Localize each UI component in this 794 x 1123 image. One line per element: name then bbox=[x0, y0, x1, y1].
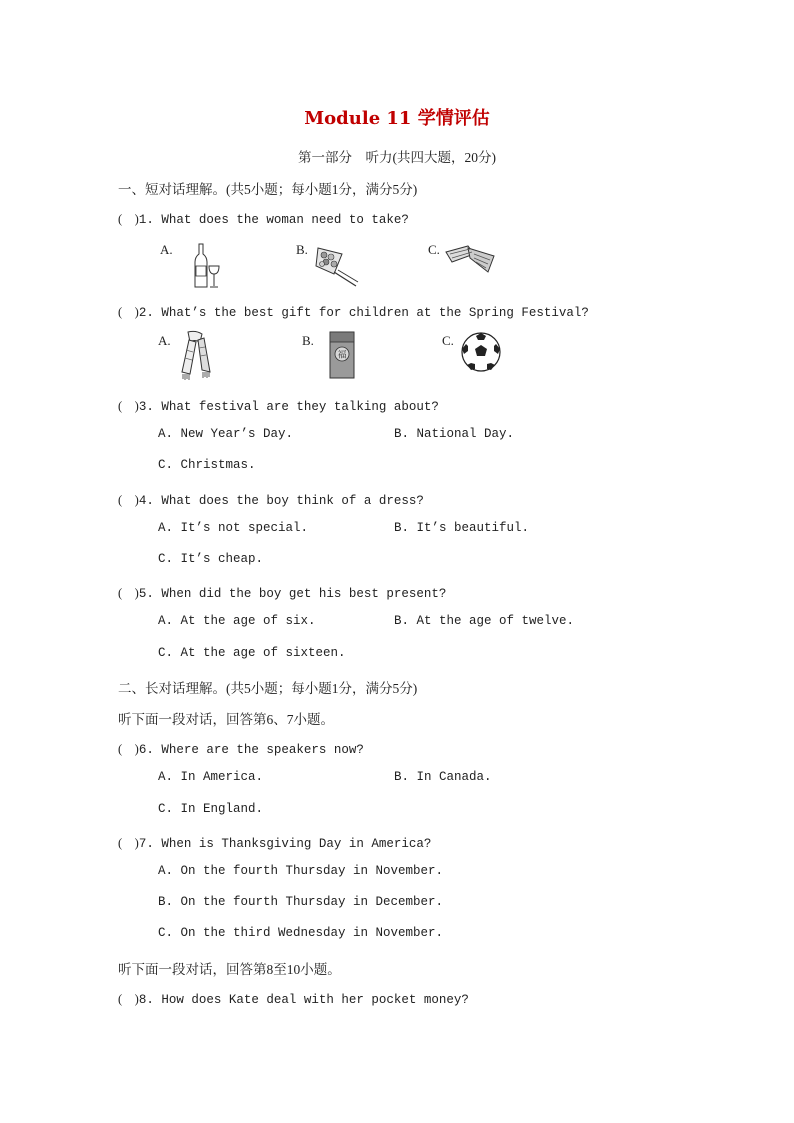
question-8 bbox=[118, 989, 469, 1007]
option-c: C. At the age of sixteen. bbox=[158, 646, 346, 660]
option-a: A. In America. bbox=[158, 770, 264, 784]
question-1 bbox=[118, 209, 409, 227]
option-a: A. At the age of six. bbox=[158, 614, 316, 628]
part-heading: 第一部分 听力(共四大题，20分) bbox=[298, 150, 496, 165]
option-label: C. bbox=[442, 333, 454, 348]
option-b: B. National Day. bbox=[394, 427, 515, 441]
instruction-note: 听下面一段对话，回答第8至10小题。 bbox=[118, 962, 341, 977]
question-stem: 6. Where are the speakers now? bbox=[138, 743, 364, 757]
option-label: A. bbox=[158, 333, 171, 348]
question-6 bbox=[118, 739, 364, 757]
wine-bottle-icon bbox=[192, 242, 222, 290]
section-heading-2: 二、长对话理解。(共5小题；每小题1分，满分5分) bbox=[118, 681, 418, 696]
scarf-icon bbox=[174, 330, 214, 382]
question-7 bbox=[118, 833, 431, 851]
tie-icon bbox=[444, 242, 496, 274]
option-label: A. bbox=[160, 242, 173, 257]
option-label: B. bbox=[302, 333, 314, 348]
answer-blank[interactable]: ( ) bbox=[118, 586, 139, 600]
option-c: C. On the third Wednesday in November. bbox=[158, 926, 444, 940]
question-stem: 7. When is Thanksgiving Day in America? bbox=[138, 837, 432, 851]
question-stem: 1. What does the woman need to take? bbox=[138, 213, 409, 227]
instruction-note: 听下面一段对话，回答第6、7小题。 bbox=[118, 712, 334, 727]
question-stem: 3. What festival are they talking about? bbox=[138, 400, 439, 414]
answer-blank[interactable]: ( ) bbox=[118, 836, 139, 850]
answer-blank[interactable]: ( ) bbox=[118, 742, 139, 756]
option-b: B. At the age of twelve. bbox=[394, 614, 575, 628]
option-a: A. On the fourth Thursday in November. bbox=[158, 864, 444, 878]
envelope-character: 福 bbox=[337, 350, 347, 361]
option-b: B. In Canada. bbox=[394, 770, 492, 784]
question-stem: 2. What’s the best gift for children at the Spring Festival? bbox=[138, 306, 589, 320]
question-stem: 5. When did the boy get his best present? bbox=[138, 587, 447, 601]
flower-bouquet-icon bbox=[312, 244, 362, 288]
answer-blank[interactable]: ( ) bbox=[118, 493, 139, 507]
page-title: Module 11 学情评估 bbox=[304, 108, 490, 129]
option-b: B. On the fourth Thursday in December. bbox=[158, 895, 444, 909]
answer-blank[interactable]: ( ) bbox=[118, 305, 139, 319]
question-5 bbox=[118, 583, 446, 601]
answer-blank[interactable]: ( ) bbox=[118, 992, 139, 1006]
option-a: A. It’s not special. bbox=[158, 521, 309, 535]
football-icon bbox=[460, 331, 502, 373]
answer-blank[interactable]: ( ) bbox=[118, 399, 139, 413]
question-3 bbox=[118, 396, 439, 414]
question-stem: 4. What does the boy think of a dress? bbox=[138, 494, 424, 508]
question-stem: 8. How does Kate deal with her pocket money? bbox=[138, 993, 469, 1007]
section-heading-1: 一、短对话理解。(共5小题；每小题1分，满分5分) bbox=[118, 182, 418, 197]
option-a: A. New Year’s Day. bbox=[158, 427, 294, 441]
answer-blank[interactable]: ( ) bbox=[118, 212, 139, 226]
option-label: B. bbox=[296, 242, 308, 257]
option-c: C. In England. bbox=[158, 802, 264, 816]
question-2 bbox=[118, 302, 589, 320]
option-c: C. Christmas. bbox=[158, 458, 256, 472]
option-c: C. It’s cheap. bbox=[158, 552, 264, 566]
red-envelope-icon bbox=[328, 330, 356, 380]
option-b: B. It’s beautiful. bbox=[394, 521, 530, 535]
question-4 bbox=[118, 490, 424, 508]
option-label: C. bbox=[428, 242, 440, 257]
